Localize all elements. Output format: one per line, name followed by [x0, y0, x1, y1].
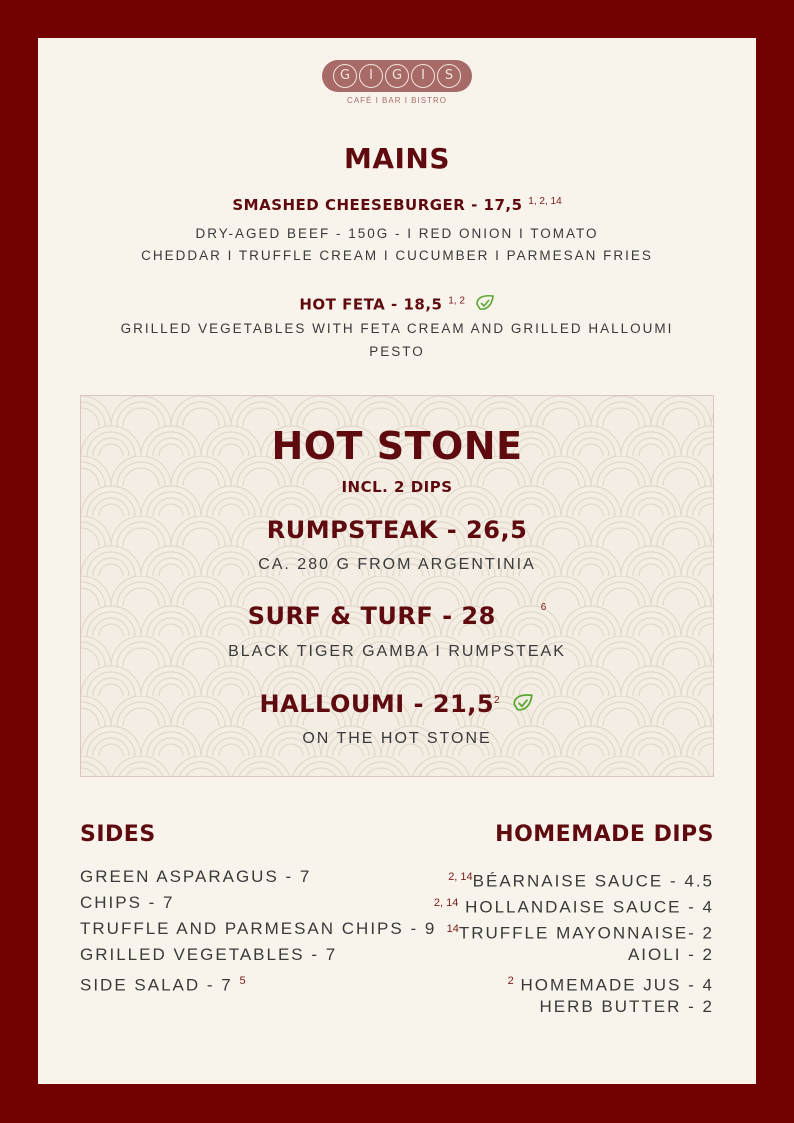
list-item [434, 916, 714, 942]
allergen-codes: 6 [540, 602, 547, 613]
sides-heading: SIDES [80, 822, 156, 847]
leaf-check-icon [475, 294, 495, 316]
main-item-title [38, 196, 756, 214]
hot-stone-item-desc: BLACK TIGER GAMBA I RUMPSTEAK [228, 643, 566, 660]
hot-stone-item-title [81, 516, 713, 544]
main-item-desc: CHEDDAR I TRUFFLE CREAM I CUCUMBER I PARMESAN FRIES [141, 248, 653, 263]
logo-badge [322, 60, 472, 92]
allergen-codes: 2 [494, 695, 500, 706]
allergen-codes: 2, 14 [433, 897, 459, 909]
mains-heading: MAINS [343, 142, 451, 175]
allergen-codes: 2 [507, 975, 514, 987]
list-item [80, 968, 436, 994]
main-item-name: HOT FETA - 18,5 [299, 295, 443, 314]
dip-item-text: HERB BUTTER - 2 [539, 997, 714, 1016]
allergen-codes: 14 [446, 923, 459, 935]
logo-letter: I [359, 64, 383, 88]
hot-stone-subheading: INCL. 2 DIPS [341, 478, 453, 496]
logo-letter: S [437, 64, 461, 88]
side-item-text: SIDE SALAD - 7 [80, 975, 233, 995]
allergen-codes: 1, 2 [448, 295, 465, 307]
hot-stone-box [80, 395, 714, 777]
logo-letter: I [411, 64, 435, 88]
dips-heading: HOMEMADE DIPS [495, 822, 714, 847]
list-item [80, 890, 436, 916]
logo-letter: G [385, 64, 409, 88]
hot-stone-heading: HOT STONE [271, 424, 523, 468]
dip-item-text: AIOLI - 2 [627, 945, 714, 964]
list-item [434, 994, 714, 1020]
list-item [434, 864, 714, 890]
dip-item-text: BÉARNAISE SAUCE - 4.5 [472, 871, 714, 891]
side-item-text: CHIPS - 7 [80, 893, 175, 912]
list-item [434, 890, 714, 916]
list-item [80, 916, 436, 942]
main-item-desc: GRILLED VEGETABLES WITH FETA CREAM AND GRILLED HALLOUMI [120, 321, 674, 336]
allergen-codes: 5 [239, 975, 246, 987]
side-item-text: GREEN ASPARAGUS - 7 [80, 867, 312, 886]
hot-stone-item-desc: CA. 280 G FROM ARGENTINIA [258, 556, 536, 573]
hot-stone-item-title [81, 690, 713, 719]
logo-tagline: CAFÉ I BAR I BISTRO [347, 96, 447, 105]
allergen-codes: 1, 2, 14 [528, 196, 562, 207]
sides-list [80, 864, 436, 994]
list-item [434, 942, 714, 968]
main-item-title [38, 294, 756, 316]
list-item [434, 968, 714, 994]
dip-item-text: TRUFFLE MAYONNAISE- 2 [458, 923, 714, 943]
logo-letter: G [333, 64, 357, 88]
main-item-name: SMASHED CHEESEBURGER - 17,5 [232, 196, 523, 214]
menu-page [38, 38, 756, 1084]
dips-list [434, 864, 714, 1020]
main-item-desc: PESTO [369, 344, 425, 359]
hot-stone-item-name: HALLOUMI - 21,5 [259, 690, 495, 718]
leaf-check-icon [512, 691, 534, 719]
list-item [80, 864, 436, 890]
main-item-desc: DRY-AGED BEEF - 150G - I RED ONION I TOMATO [195, 226, 599, 241]
hot-stone-item-title [81, 602, 713, 630]
side-item-text: GRILLED VEGETABLES - 7 [80, 945, 338, 964]
hot-stone-item-desc: ON THE HOT STONE [302, 730, 492, 747]
dip-item-text: HOMEMADE JUS - 4 [520, 975, 714, 995]
dip-item-text: HOLLANDAISE SAUCE - 4 [465, 897, 714, 917]
list-item [80, 942, 436, 968]
allergen-codes: 2, 14 [448, 871, 473, 883]
hot-stone-item-name: RUMPSTEAK - 26,5 [266, 516, 528, 544]
hot-stone-item-name: SURF & TURF - 28 [247, 602, 496, 630]
logo [38, 60, 756, 105]
side-item-text: TRUFFLE AND PARMESAN CHIPS - 9 [80, 919, 437, 938]
